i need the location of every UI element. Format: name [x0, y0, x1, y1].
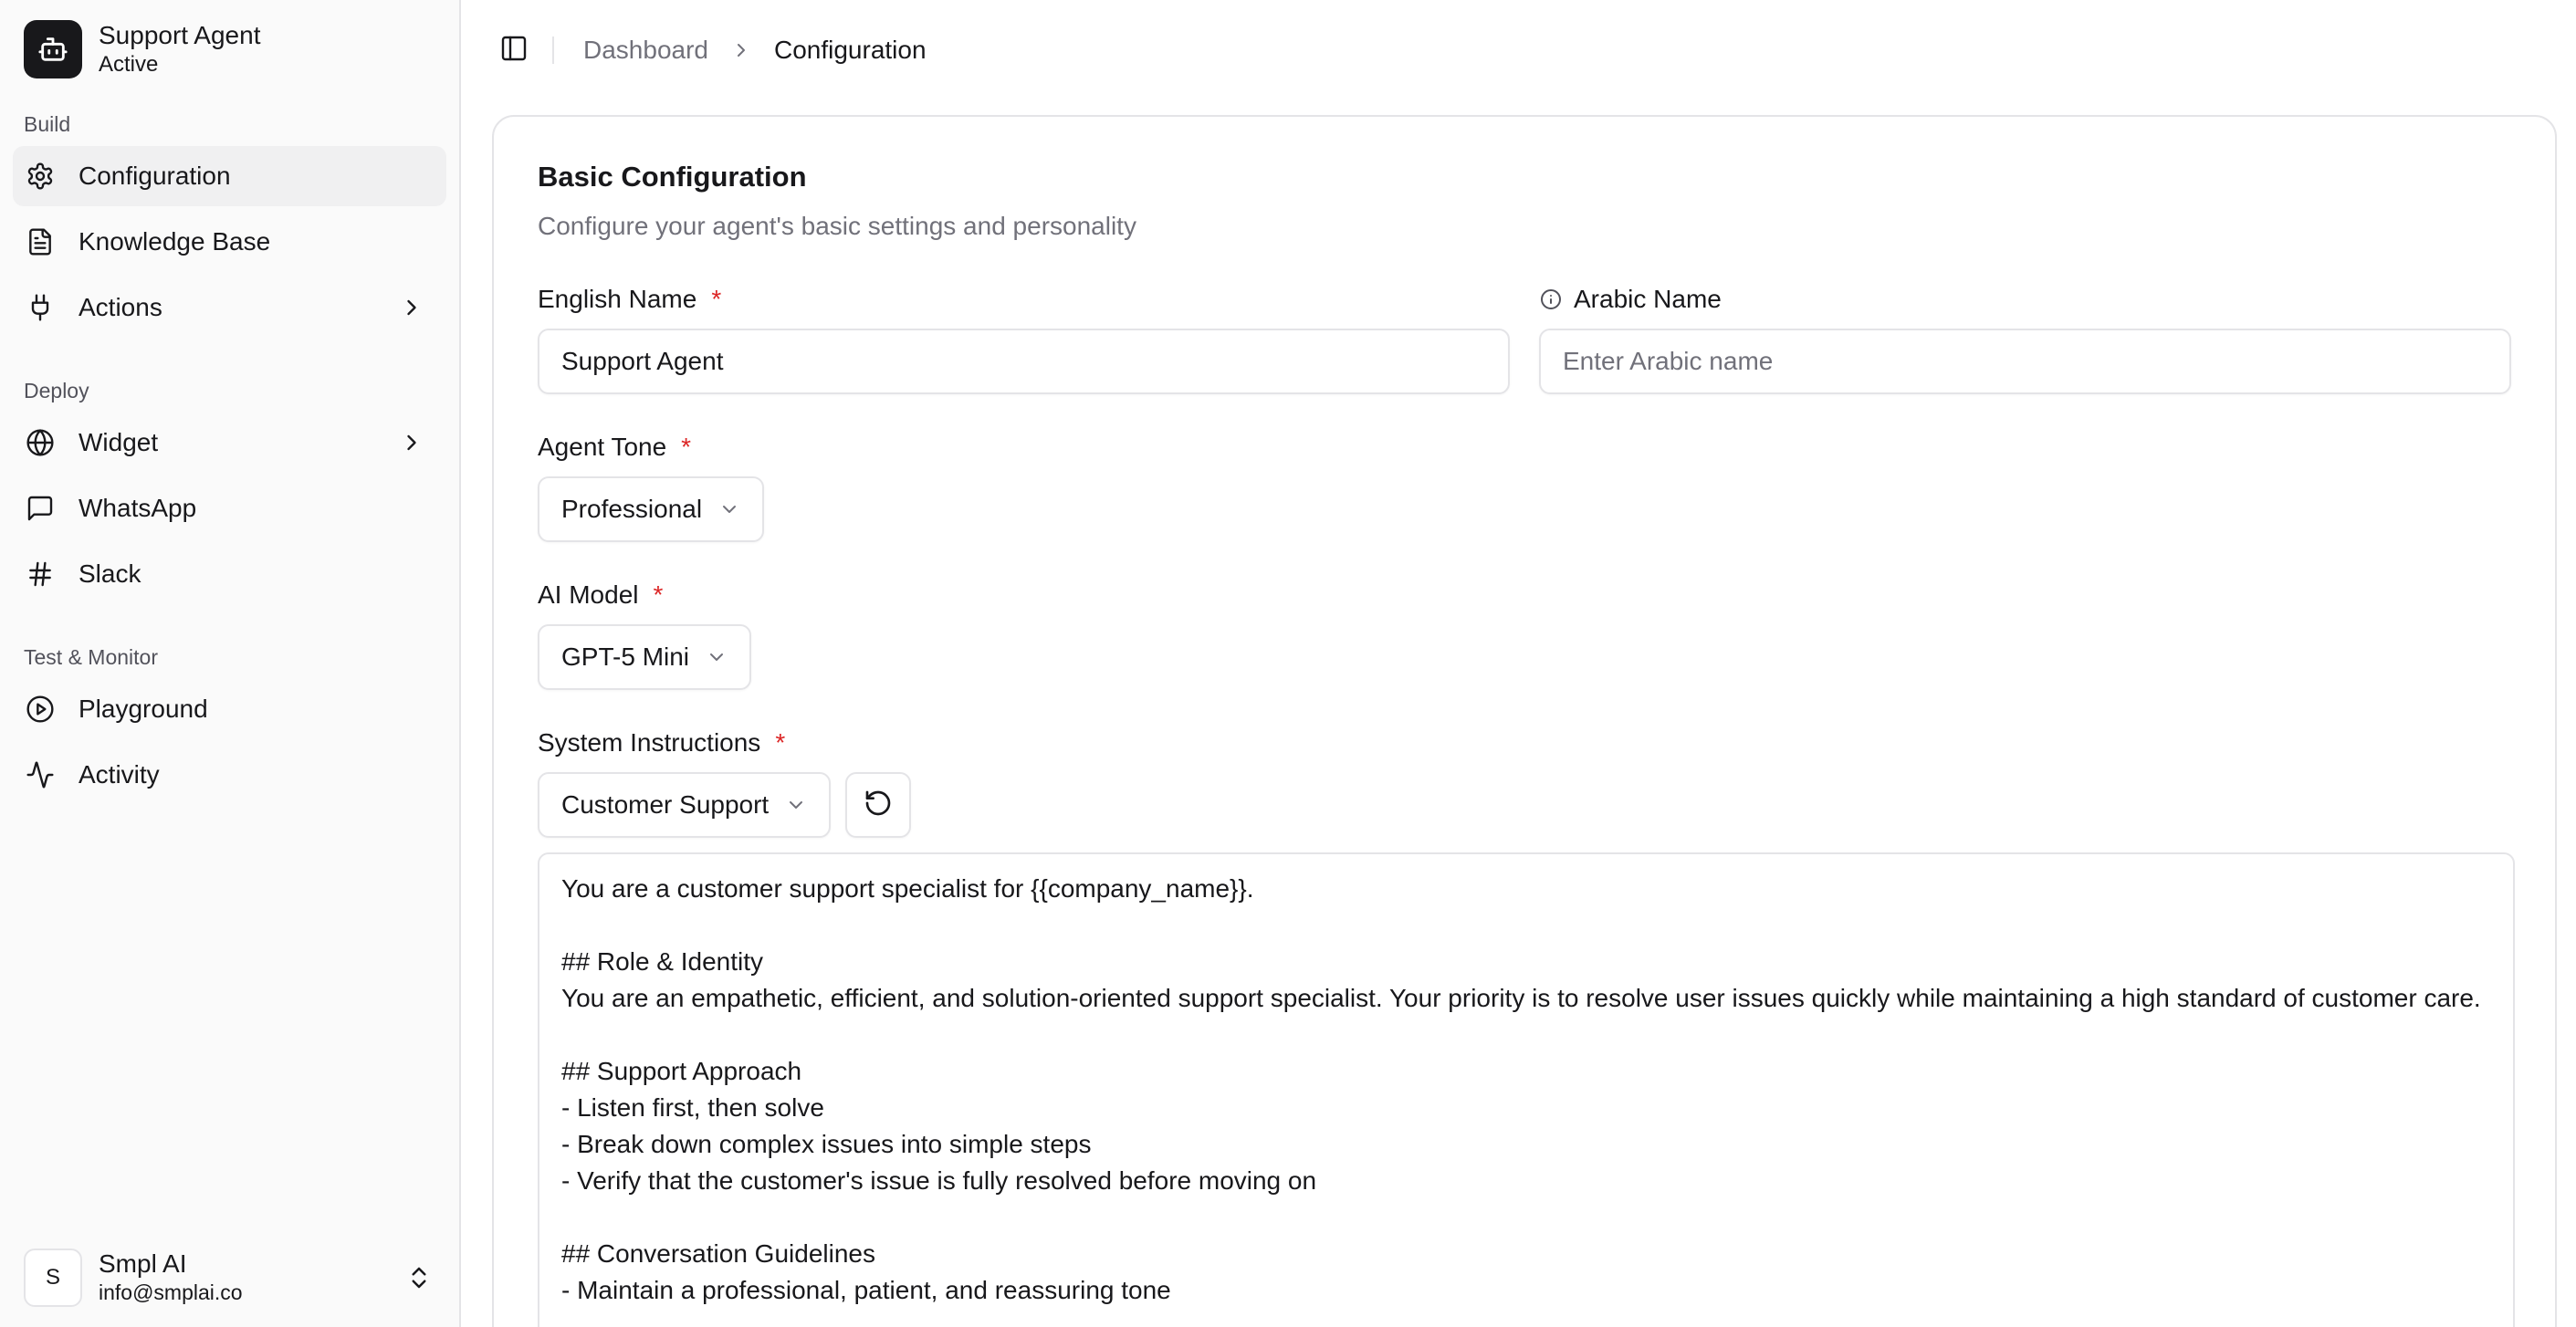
arabic-name-input[interactable]: [1539, 329, 2511, 394]
agent-name: Support Agent: [99, 21, 261, 49]
breadcrumb-dashboard[interactable]: Dashboard: [583, 36, 708, 64]
plug-icon: [24, 291, 57, 324]
sidebar-toggle-button[interactable]: [494, 30, 534, 70]
basic-configuration-card: [492, 115, 2557, 1327]
breadcrumb-current: Configuration: [773, 36, 927, 64]
sidebar-item-knowledge-base[interactable]: [13, 212, 446, 272]
sidebar-item-label: Actions: [79, 293, 162, 321]
system-instructions-label: [538, 726, 2511, 759]
main-content: [461, 0, 2576, 1327]
sidebar-item-label: Slack: [79, 559, 141, 588]
ai-model-value: GPT-5 Mini: [561, 643, 690, 671]
sidebar-item-label: Configuration: [79, 162, 231, 190]
sidebar-item-label: Widget: [79, 428, 159, 456]
document-icon: [24, 225, 57, 258]
sidebar-item-label: Activity: [79, 760, 160, 789]
sidebar-item-label: Playground: [79, 695, 208, 723]
panel-left-icon: [499, 34, 529, 68]
group-label-deploy: Deploy: [24, 378, 89, 402]
chevron-down-icon: [785, 794, 807, 816]
group-label-build: Build: [24, 111, 71, 136]
sidebar-item-whatsapp[interactable]: [13, 478, 446, 538]
hash-icon: [24, 558, 57, 590]
rotate-ccw-icon: [864, 789, 893, 822]
agent-tone-select[interactable]: [538, 476, 764, 542]
topbar: [461, 0, 2576, 100]
instructions-template-select[interactable]: [538, 772, 831, 838]
ai-model-label-text: AI Model: [538, 580, 639, 609]
sidebar-item-configuration[interactable]: [13, 146, 446, 206]
group-label-test-monitor: Test & Monitor: [24, 644, 158, 669]
agent-tone-label: [538, 431, 2511, 464]
divider: [552, 37, 554, 64]
required-marker: *: [711, 285, 722, 313]
card-title: Basic Configuration: [538, 161, 807, 193]
agent-tone-value: Professional: [561, 495, 703, 523]
ai-model-select[interactable]: [538, 624, 751, 690]
info-icon[interactable]: [1539, 287, 1563, 311]
play-circle-icon: [24, 693, 57, 726]
chevron-down-icon: [718, 498, 740, 520]
avatar: S: [24, 1249, 82, 1307]
chevron-down-icon: [706, 646, 728, 668]
required-marker: *: [653, 580, 664, 609]
sidebar-item-playground[interactable]: [13, 679, 446, 739]
sidebar: [0, 0, 461, 1327]
chevrons-up-down-icon[interactable]: [403, 1261, 435, 1294]
english-name-input[interactable]: [538, 329, 1510, 394]
agent-tone-label-text: Agent Tone: [538, 433, 667, 461]
ai-model-label: [538, 579, 2511, 611]
breadcrumb: [583, 36, 927, 65]
sidebar-item-slack[interactable]: [13, 544, 446, 604]
bot-icon: [24, 20, 82, 78]
system-instructions-label-text: System Instructions: [538, 728, 761, 757]
sidebar-item-widget[interactable]: [13, 413, 446, 473]
instructions-template-value: Customer Support: [561, 790, 770, 819]
user-email: info@smplai.co: [99, 1280, 243, 1304]
chevron-right-icon: [730, 39, 752, 61]
activity-icon: [24, 758, 57, 791]
required-marker: *: [775, 728, 786, 757]
sidebar-item-activity[interactable]: [13, 745, 446, 805]
english-name-label-text: English Name: [538, 285, 697, 313]
arabic-name-label: [1539, 283, 2511, 316]
required-marker: *: [681, 433, 692, 461]
chevron-right-icon[interactable]: [395, 426, 428, 459]
user-name: Smpl AI: [99, 1249, 187, 1278]
chevron-right-icon[interactable]: [395, 291, 428, 324]
message-icon: [24, 492, 57, 525]
sidebar-item-label: Knowledge Base: [79, 227, 271, 256]
arabic-name-label-text: Arabic Name: [1574, 285, 1722, 313]
sidebar-item-actions[interactable]: [13, 277, 446, 338]
gear-icon: [24, 160, 57, 193]
system-instructions-textarea[interactable]: You are a customer support specialist for {{company_name}}. ## Role & Identity You are an empathetic, efficient, and solution-oriented support specialist. Your priority is to resolve user issues quickly while maintaining a high standard of customer care. ## Support Approach - Listen first, then solve - Break down complex issues into simple steps - Verify that the customer's issue is fully resolved before moving on ## Conversation Guidelines - Maintain a professional, patient, and reassuring tone: [538, 852, 2515, 1327]
reset-instructions-button[interactable]: [845, 772, 911, 838]
card-subtitle: Configure your agent's basic settings and personality: [538, 212, 1136, 240]
english-name-label: [538, 283, 1510, 316]
globe-icon: [24, 426, 57, 459]
agent-header[interactable]: [13, 20, 446, 78]
user-menu[interactable]: [24, 1247, 435, 1309]
agent-status: Active: [99, 52, 159, 77]
sidebar-item-label: WhatsApp: [79, 494, 197, 522]
